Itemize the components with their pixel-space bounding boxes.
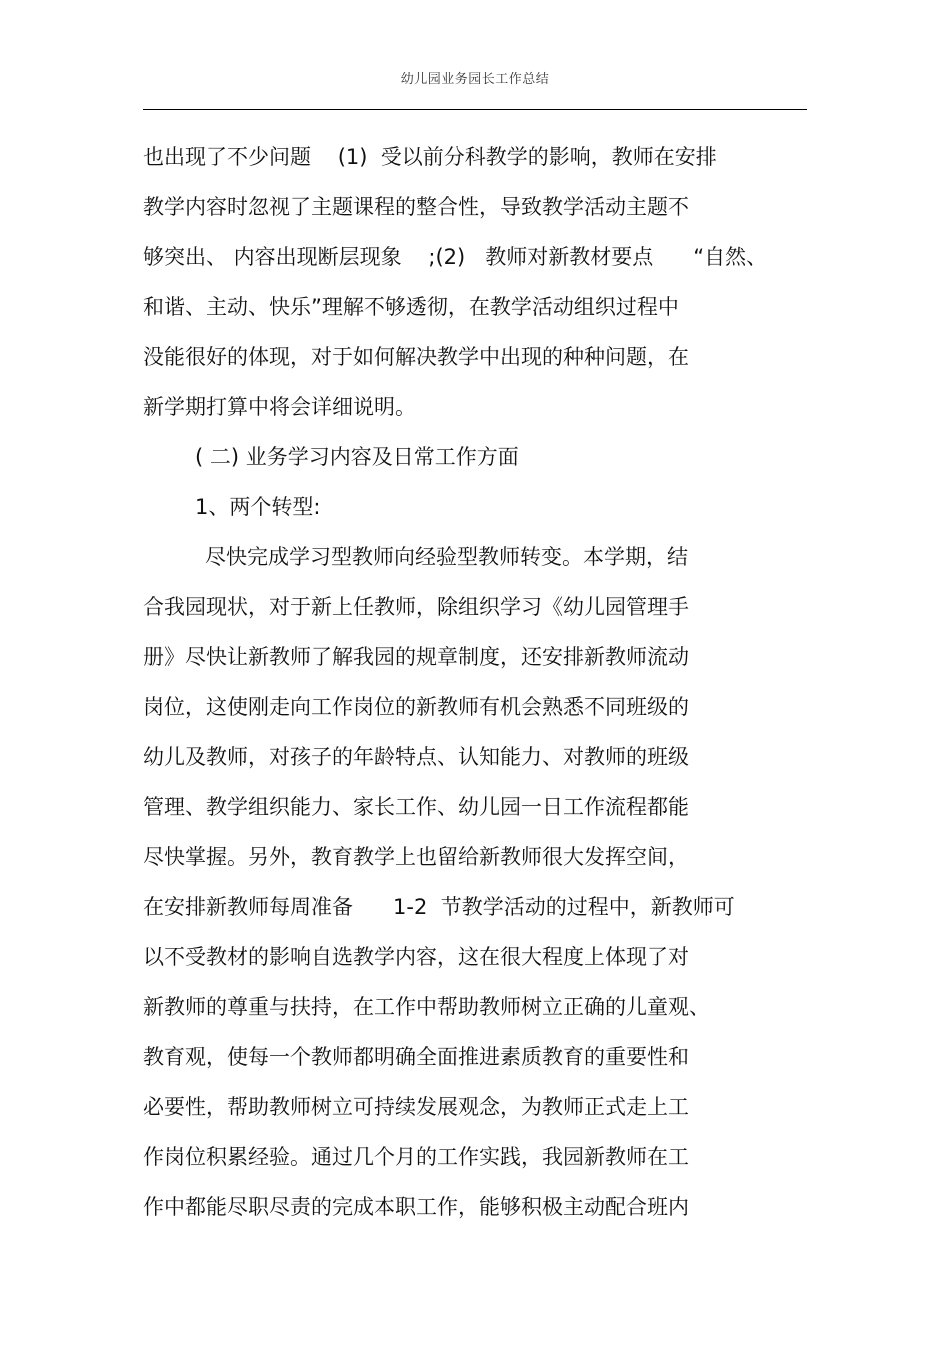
text-line: 作中都能尽职尽责的完成本职工作，能够积极主动配合班内 xyxy=(143,1195,689,1219)
text-line: 也出现了不少问题 (1) 受以前分科教学的影响，教师在安排 xyxy=(143,145,717,169)
text-line: 以不受教材的影响自选教学内容，这在很大程度上体现了对 xyxy=(143,945,689,969)
section-heading: ( 二) 业务学习内容及日常工作方面 xyxy=(195,445,519,469)
text-line: 够突出、 内容出现断层现象 ;(2) 教师对新教材要点 “自然、 xyxy=(143,245,768,269)
text-line: 教育观，使每一个教师都明确全面推进素质教育的重要性和 xyxy=(143,1045,689,1069)
header-divider xyxy=(143,109,807,110)
text-line: 管理、教学组织能力、家长工作、幼儿园一日工作流程都能 xyxy=(143,795,689,819)
text-line: 必要性，帮助教师树立可持续发展观念，为教师正式走上工 xyxy=(143,1095,689,1119)
text-line: 作岗位积累经验。通过几个月的工作实践，我园新教师在工 xyxy=(143,1145,689,1169)
text-line: 没能很好的体现，对于如何解决教学中出现的种种问题，在 xyxy=(143,345,689,369)
text-line: 新学期打算中将会详细说明。 xyxy=(143,395,416,419)
text-line: 幼儿及教师，对孩子的年龄特点、认知能力、对教师的班级 xyxy=(143,745,689,769)
text-line: 和谐、主动、快乐”理解不够透彻，在教学活动组织过程中 xyxy=(143,295,679,319)
text-line: 在安排新教师每周准备 1-2 节教学活动的过程中，新教师可 xyxy=(143,895,735,919)
text-line: 合我园现状，对于新上任教师，除组织学习《幼儿园管理手 xyxy=(143,595,689,619)
text-line: 岗位，这使刚走向工作岗位的新教师有机会熟悉不同班级的 xyxy=(143,695,689,719)
text-line: 教学内容时忽视了主题课程的整合性，导致教学活动主题不 xyxy=(143,195,689,219)
page-header-title: 幼儿园业务园长工作总结 xyxy=(400,72,550,87)
subsection-heading: 1、两个转型: xyxy=(195,495,321,519)
text-line: 册》尽快让新教师了解我园的规章制度，还安排新教师流动 xyxy=(143,645,689,669)
text-line: 尽快掌握。另外，教育教学上也留给新教师很大发挥空间， xyxy=(143,845,689,869)
document-body xyxy=(143,136,807,1236)
text-line: 新教师的尊重与扶持，在工作中帮助教师树立正确的儿童观、 xyxy=(143,995,710,1019)
paragraph-start-line: 尽快完成学习型教师向经验型教师转变。本学期，结 xyxy=(205,545,688,569)
